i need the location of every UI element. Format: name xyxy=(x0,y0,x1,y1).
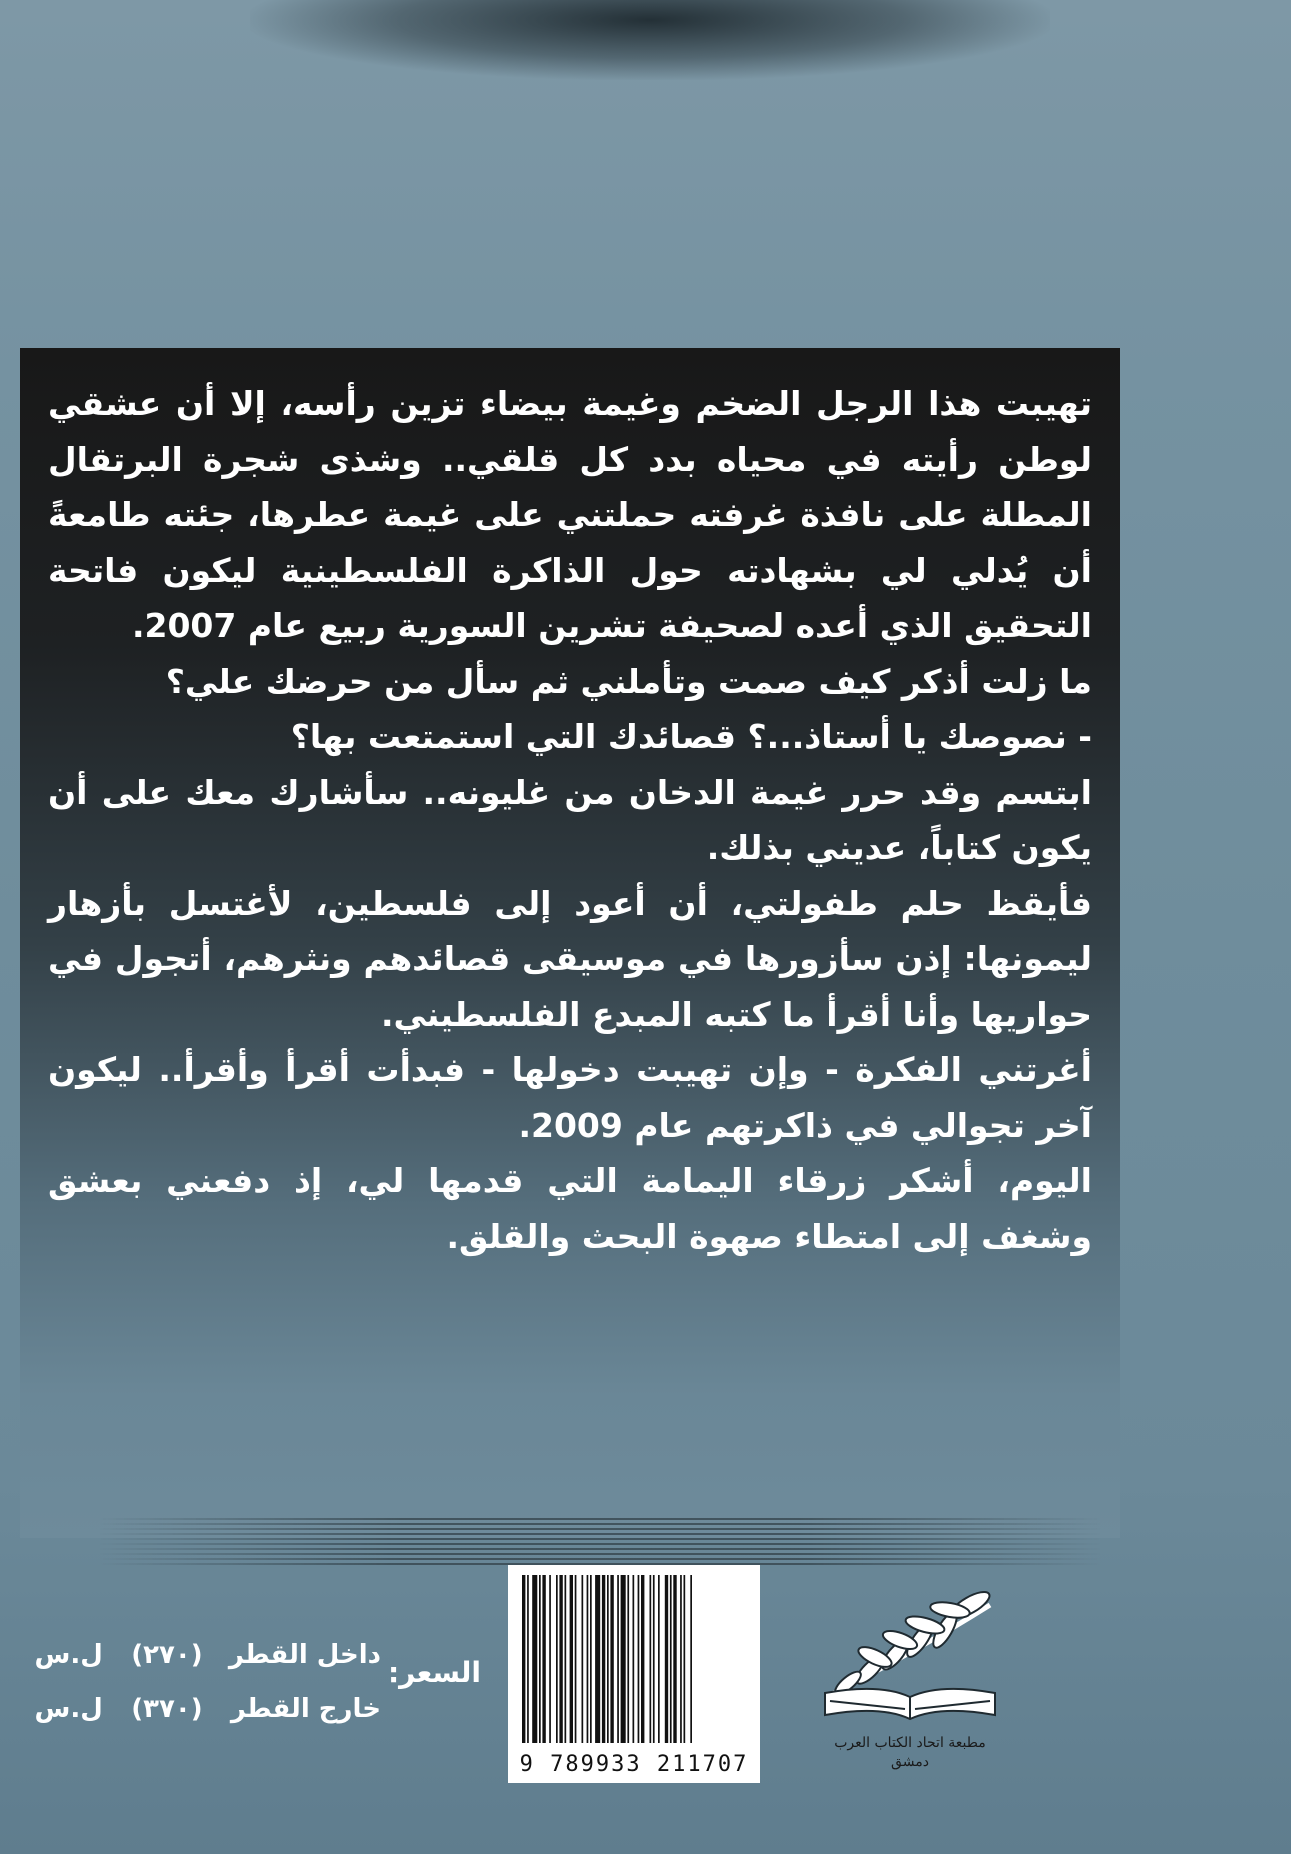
decorative-stripes xyxy=(100,1518,1100,1566)
isbn-number: 9 789933 211707 xyxy=(519,1752,749,1777)
publisher-city: دمشق xyxy=(891,1754,929,1770)
price-scope: خارج القطر xyxy=(230,1694,381,1724)
paragraph: أغرتني الفكرة - وإن تهيبت دخولها - فبدأت أقرأ وأقرأ.. ليكون آخر تجوالي في ذاكرتهم عام 2009. xyxy=(48,1050,1092,1145)
paragraph: تهيبت هذا الرجل الضخم وغيمة بيضاء تزين رأسه، إلا أن عشقي لوطن رأيته في محياه بدد كل قلقي.. وشذى شجرة البرتقال المطلة على نافذة غرفته حملتني على غيمة عطرها، جئته طامعةً أن يُدلي لي بشهادته حول الذاكرة الفلسطينية ليكون فاتحة التحقيق الذي أعده لصحيفة تشرين السورية ربيع عام 2007. xyxy=(48,384,1092,645)
price-amount: (٢٧٠) xyxy=(131,1640,203,1670)
blurb-text xyxy=(48,376,1092,1264)
price-currency: ل.س xyxy=(34,1640,103,1670)
paragraph: اليوم، أشكر زرقاء اليمامة التي قدمها لي، إذ دفعني بعشق وشغف إلى امتطاء صهوة البحث والقلق. xyxy=(48,1161,1092,1256)
price-foreign xyxy=(35,1682,381,1736)
price-label: السعر: xyxy=(387,1656,481,1689)
price-currency: ل.س xyxy=(34,1694,103,1724)
paragraph: فأيقظ حلم طفولتي، أن أعود إلى فلسطين، لأغتسل بأزهار ليمونها: إذن سأزورها في موسيقى قصائدهم ونثرهم، أتجول في حواريها وأنا أقرأ ما كتبه المبدع الفلسطيني. xyxy=(48,883,1092,1034)
isbn-barcode xyxy=(508,1565,760,1783)
olive-branch-book-icon xyxy=(810,1575,1010,1725)
price-scope: داخل القطر xyxy=(228,1640,381,1670)
barcode-bars-icon xyxy=(518,1575,750,1747)
paragraph: ما زلت أذكر كيف صمت وتأملني ثم سأل من حرضك علي؟ xyxy=(165,661,1092,701)
publisher-name: مطبعة اتحاد الكتاب العرب xyxy=(834,1735,986,1751)
top-shadow xyxy=(250,0,1050,80)
price-domestic xyxy=(35,1628,381,1682)
paragraph: ابتسم وقد حرر غيمة الدخان من غليونه.. سأشارك معك على أن يكون كتاباً، عديني بذلك. xyxy=(48,772,1092,867)
back-cover-text-panel xyxy=(20,348,1120,1538)
publisher-logo xyxy=(810,1575,1010,1780)
price-amount: (٣٧٠) xyxy=(131,1694,203,1724)
price-lines xyxy=(35,1628,381,1736)
paragraph: - نصوصك يا أستاذ...؟ قصائدك التي استمتعت بها؟ xyxy=(290,717,1092,756)
